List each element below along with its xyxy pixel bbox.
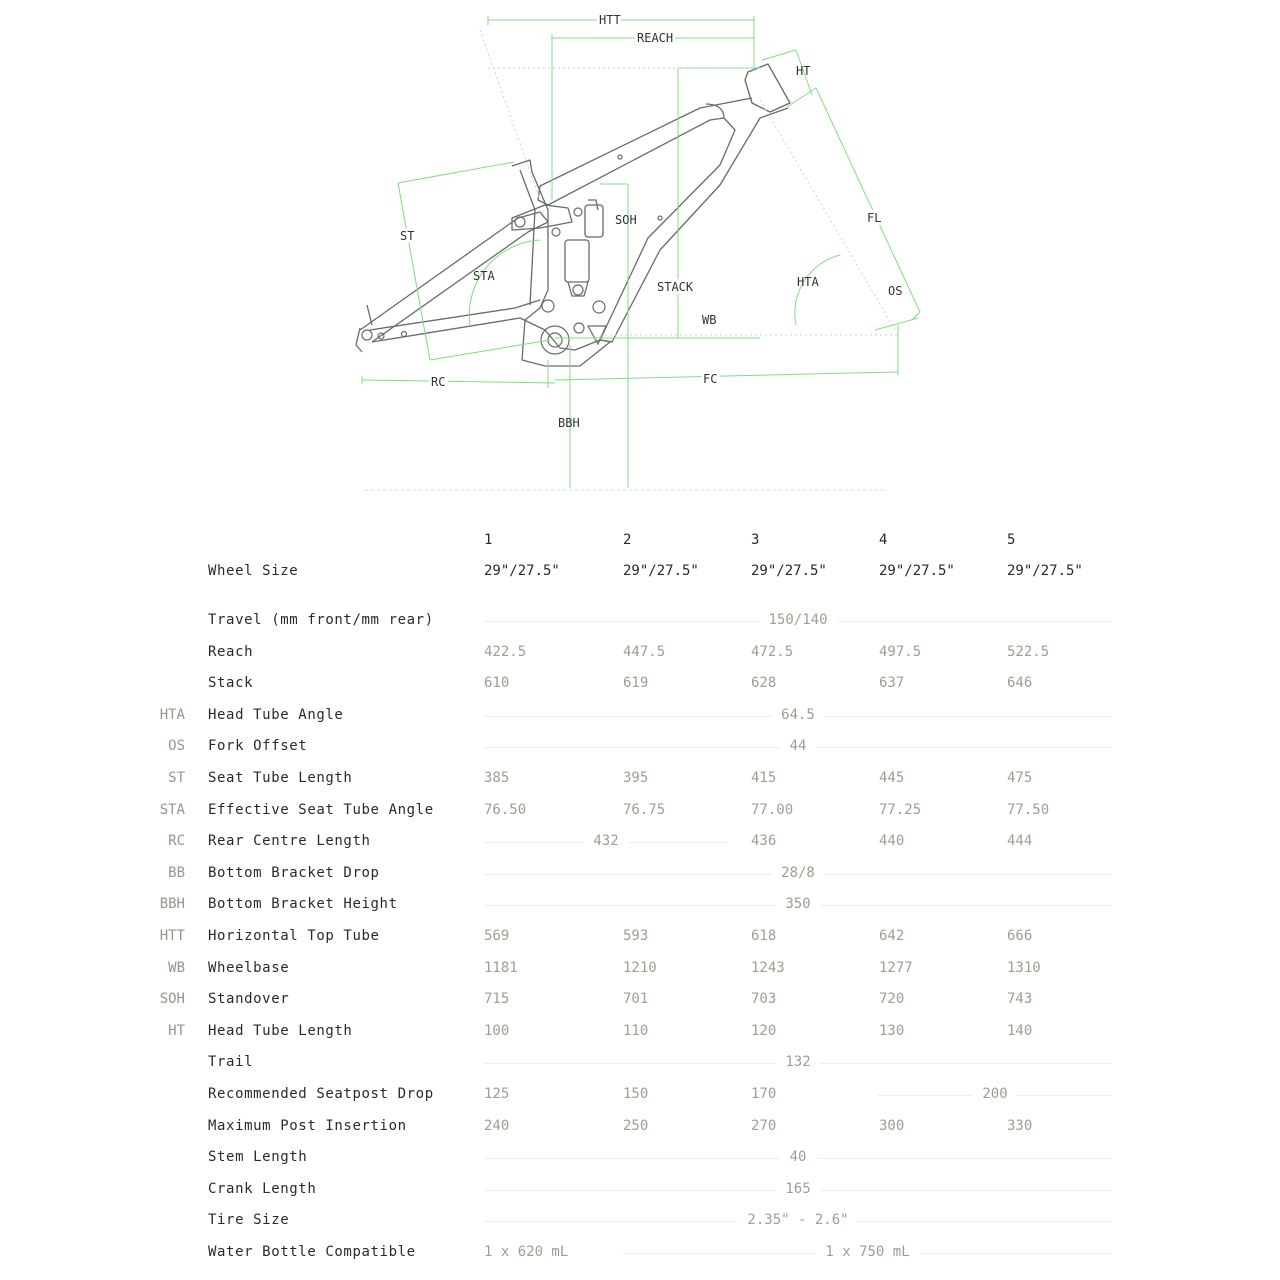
value-stack: 628 [751,675,777,691]
value-rear-centre-length: 444 [1007,833,1033,849]
label-st: ST [400,229,415,243]
value-head-tube-length: 110 [623,1023,649,1039]
row-label-head-tube-length: Head Tube Length [208,1023,353,1039]
value-effective-seat-tube-angle: 77.25 [879,802,922,818]
row-label-seat-tube-length: Seat Tube Length [208,770,353,786]
size-header-2: 2 [623,532,632,548]
row-label-fork-offset: Fork Offset [208,738,308,754]
row-label-wheel-size: Wheel Size [208,563,299,579]
row-label-standover: Standover [208,991,290,1007]
label-stack: STACK [657,280,694,294]
value-seat-tube-length: 395 [623,770,649,786]
value-travel-mm-front-mm-rear-span [484,612,1112,628]
value-rear-centre-length-span [484,833,728,849]
label-reach: REACH [637,31,674,45]
wheel-size-value: 29"/27.5" [751,563,827,579]
value-stem-length-span [484,1149,1112,1165]
value-seat-tube-length: 475 [1007,770,1033,786]
row-abbr-rc: RC [168,833,185,849]
value-tire-size: 2.35" - 2.6" [737,1212,858,1228]
value-effective-seat-tube-angle: 77.50 [1007,802,1050,818]
label-hta: HTA [797,275,819,289]
value-recommended-seatpost-drop: 150 [623,1086,649,1102]
row-label-crank-length: Crank Length [208,1181,317,1197]
row-label-rear-centre-length: Rear Centre Length [208,833,371,849]
value-bottom-bracket-height: 350 [775,896,820,912]
row-label-effective-seat-tube-angle: Effective Seat Tube Angle [208,802,434,818]
size-header-5: 5 [1007,532,1016,548]
row-abbr-soh: SOH [159,991,185,1007]
value-reach: 497.5 [879,644,922,660]
label-sta: STA [473,269,495,283]
value-seat-tube-length: 445 [879,770,905,786]
value-stack: 619 [623,675,649,691]
value-maximum-post-insertion: 250 [623,1118,649,1134]
row-label-stem-length: Stem Length [208,1149,308,1165]
value-horizontal-top-tube: 666 [1007,928,1033,944]
value-water-bottle-compatible: 1 x 620 mL [484,1244,569,1260]
row-abbr-bb: BB [168,865,185,881]
value-seat-tube-length: 385 [484,770,510,786]
row-abbr-htt: HTT [159,928,185,944]
label-wb: WB [702,313,717,327]
value-maximum-post-insertion: 240 [484,1118,510,1134]
label-bbh: BBH [558,416,580,430]
value-effective-seat-tube-angle: 77.00 [751,802,794,818]
value-maximum-post-insertion: 300 [879,1118,905,1134]
label-htt: HTT [599,13,621,27]
value-fork-offset: 44 [780,738,817,754]
value-rear-centre-length: 440 [879,833,905,849]
size-header-4: 4 [879,532,888,548]
wheel-size-value: 29"/27.5" [623,563,699,579]
row-abbr-os: OS [168,738,185,754]
size-header-1: 1 [484,532,493,548]
row-abbr-sta: STA [159,802,185,818]
value-head-tube-length: 140 [1007,1023,1033,1039]
value-maximum-post-insertion: 330 [1007,1118,1033,1134]
row-label-bottom-bracket-height: Bottom Bracket Height [208,896,398,912]
row-label-reach: Reach [208,644,254,660]
value-water-bottle-compatible: 1 x 750 mL [815,1244,919,1260]
row-label-wheelbase: Wheelbase [208,960,290,976]
row-label-stack: Stack [208,675,254,691]
label-ht: HT [796,64,811,78]
value-horizontal-top-tube: 618 [751,928,777,944]
value-rear-centre-length: 432 [583,833,628,849]
value-tire-size-span [484,1212,1112,1228]
row-label-horizontal-top-tube: Horizontal Top Tube [208,928,380,944]
value-crank-length-span [484,1181,1112,1197]
row-abbr-wb: WB [168,960,185,976]
value-water-bottle-compatible-span [623,1244,1112,1260]
value-reach: 472.5 [751,644,794,660]
value-wheelbase: 1310 [1007,960,1041,976]
value-stack: 610 [484,675,510,691]
value-reach: 422.5 [484,644,527,660]
value-recommended-seatpost-drop: 125 [484,1086,510,1102]
value-effective-seat-tube-angle: 76.75 [623,802,666,818]
wheel-size-value: 29"/27.5" [484,563,560,579]
row-label-maximum-post-insertion: Maximum Post Insertion [208,1118,407,1134]
value-trail-span [484,1054,1112,1070]
value-reach: 522.5 [1007,644,1050,660]
size-header-3: 3 [751,532,760,548]
value-head-tube-angle: 64.5 [771,707,825,723]
value-recommended-seatpost-drop: 170 [751,1086,777,1102]
value-horizontal-top-tube: 593 [623,928,649,944]
value-wheelbase: 1243 [751,960,785,976]
value-horizontal-top-tube: 569 [484,928,510,944]
value-recommended-seatpost-drop-span [878,1086,1112,1102]
row-abbr-ht: HT [168,1023,185,1039]
row-label-head-tube-angle: Head Tube Angle [208,707,344,723]
value-travel-mm-front-mm-rear: 150/140 [758,612,837,628]
value-maximum-post-insertion: 270 [751,1118,777,1134]
row-label-recommended-seatpost-drop: Recommended Seatpost Drop [208,1086,434,1102]
row-abbr-bbh: BBH [159,896,185,912]
value-recommended-seatpost-drop: 200 [972,1086,1017,1102]
value-stack: 646 [1007,675,1033,691]
value-wheelbase: 1181 [484,960,518,976]
value-crank-length: 165 [775,1181,820,1197]
value-wheelbase: 1210 [623,960,657,976]
value-bottom-bracket-drop: 28/8 [771,865,825,881]
value-standover: 743 [1007,991,1033,1007]
label-fl: FL [867,211,882,225]
value-horizontal-top-tube: 642 [879,928,905,944]
value-standover: 715 [484,991,510,1007]
label-soh: SOH [615,213,637,227]
label-fc: FC [703,372,718,386]
label-rc: RC [431,375,446,389]
value-standover: 720 [879,991,905,1007]
row-abbr-st: ST [168,770,185,786]
value-seat-tube-length: 415 [751,770,777,786]
value-head-tube-angle-span [484,707,1112,723]
value-standover: 701 [623,991,649,1007]
value-bottom-bracket-drop-span [484,865,1112,881]
row-abbr-hta: HTA [159,707,185,723]
wheel-size-value: 29"/27.5" [879,563,955,579]
row-label-bottom-bracket-drop: Bottom Bracket Drop [208,865,380,881]
label-os: OS [888,284,903,298]
value-bottom-bracket-height-span [484,896,1112,912]
value-standover: 703 [751,991,777,1007]
row-label-tire-size: Tire Size [208,1212,290,1228]
value-wheelbase: 1277 [879,960,913,976]
row-label-travel-mm-front-mm-rear: Travel (mm front/mm rear) [208,612,434,628]
value-reach: 447.5 [623,644,666,660]
value-stack: 637 [879,675,905,691]
value-head-tube-length: 120 [751,1023,777,1039]
wheel-size-value: 29"/27.5" [1007,563,1083,579]
value-stem-length: 40 [780,1149,817,1165]
value-head-tube-length: 100 [484,1023,510,1039]
row-label-trail: Trail [208,1054,254,1070]
value-fork-offset-span [484,738,1112,754]
value-effective-seat-tube-angle: 76.50 [484,802,527,818]
value-trail: 132 [775,1054,820,1070]
row-label-water-bottle-compatible: Water Bottle Compatible [208,1244,416,1260]
value-rear-centre-length: 436 [751,833,777,849]
value-head-tube-length: 130 [879,1023,905,1039]
